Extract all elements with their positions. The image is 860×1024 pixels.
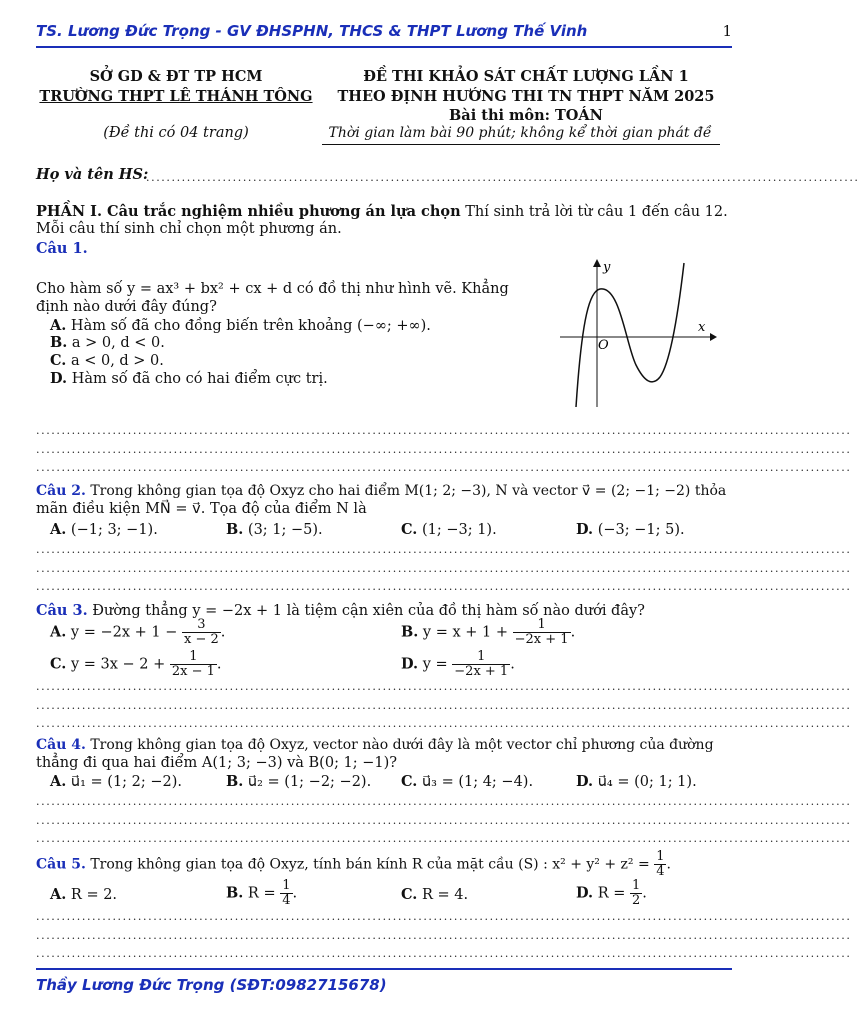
answer-line[interactable]: ................................................................................................................................................................ [36,424,852,437]
header-rule [36,46,732,48]
q1-option-a[interactable]: A. Hàm số đã cho đồng biến trên khoảng (−∞; +∞). [50,317,431,334]
exam-time: Thời gian làm bài 90 phút; không kể thời gian phát đề [328,125,712,141]
answer-line[interactable]: ................................................................................................................................................................ [36,562,852,575]
x-axis-arrow [710,333,717,341]
q3-text-line [36,602,645,619]
q2-option-a[interactable]: A. (−1; 3; −1). [50,521,158,538]
q1-cubic-graph [560,255,720,410]
school-name: TRƯỜNG THPT LÊ THÁNH TÔNG [39,88,313,105]
option-letter: C. [50,352,67,369]
part1-heading-line [36,203,728,220]
q2-option-d[interactable]: D. (−3; −1; 5). [576,521,685,538]
q5-text-line: Câu 5. Trong không gian tọa độ Oxyz, tính bán kính R của mặt cầu (S) : x² + y² + z² = $\frac{1}{4}$ . [36,849,671,879]
q2-option-b[interactable]: B. (3; 1; −5). [226,521,323,538]
header-title: TS. Lương Đức Trọng - GV ĐHSPHN, THCS & THPT Lương Thế Vinh [36,22,588,40]
q2-text-1-line [36,483,726,499]
y-axis-arrow [593,259,601,267]
origin-label: O [598,338,609,353]
answer-line[interactable]: ................................................................................................................................................................ [36,947,852,960]
answer-line[interactable]: ................................................................................................................................................................ [36,832,852,845]
q1-text-1: Cho hàm số y = ax³ + bx² + cx + d có đồ thị như hình vẽ. Khẳng [36,281,509,297]
answer-line[interactable]: ................................................................................................................................................................ [36,929,852,942]
answer-line[interactable]: ................................................................................................................................................................ [36,910,852,923]
student-name-label: Họ và tên HS: [36,166,149,183]
q2-text-1: Trong không gian tọa độ Oxyz cho hai điểm M(1; 2; −3), N và vector v⃗ = (2; −1; −2) thỏa [90,483,727,499]
q5-text: Trong không gian tọa độ Oxyz, tính bán kính R của mặt cầu (S) : x² + y² + z² = [90,856,650,873]
q3-option-d[interactable]: D. y = $\frac{1}{-2x + 1}$ . [401,649,515,679]
q3-option-c[interactable]: C. y = 3x − 2 + $\frac{1}{2x - 1}$ . [50,649,222,679]
q1-option-b[interactable]: B. a > 0, d < 0. [50,334,165,351]
q4-option-a[interactable]: A. u⃗₁ = (1; 2; −2). [50,773,183,790]
q4-text-2: thẳng đi qua hai điểm A(1; 3; −3) và B(0; 1; −1)? [36,755,398,771]
cubic-curve [576,263,684,407]
exam-time-underline [322,144,720,145]
q3-text: Đường thẳng y = −2x + 1 là tiệm cận xiên của đồ thị hàm số nào dưới đây? [92,603,645,619]
q2-label: Câu 2. [36,483,86,499]
q4-text-1: Trong không gian tọa độ Oxyz, vector nào dưới đây là một vector chỉ phương của đường [90,737,714,753]
x-axis-label: x [698,320,706,335]
part1-heading: PHẦN I. Câu trắc nghiệm nhiều phương án lựa chọn [36,203,461,220]
footer-rule [36,968,732,970]
q5-option-a[interactable]: A. R = 2. [50,886,118,903]
exam-subject: Bài thi môn: TOÁN [449,107,603,124]
page-number: 1 [722,22,732,40]
option-letter: A. [50,317,67,334]
answer-line[interactable]: ................................................................................................................................................................ [36,717,852,730]
q4-option-d[interactable]: D. u⃗₄ = (0; 1; 1). [576,773,697,790]
exam-subtitle: THEO ĐỊNH HƯỚNG THI TN THPT NĂM 2025 [337,88,715,105]
q4-label: Câu 4. [36,737,86,753]
q3-option-b[interactable]: B. y = x + 1 + $\frac{1}{-2x + 1}$ . [401,617,576,647]
answer-line[interactable]: ................................................................................................................................................................ [36,795,852,808]
school-dept: SỞ GD & ĐT TP HCM [89,68,263,85]
q3-label: Câu 3. [36,602,88,619]
page-header [36,22,732,44]
answer-line[interactable]: ................................................................................................................................................................ [36,461,852,474]
q1-option-d[interactable]: D. Hàm số đã cho có hai điểm cực trị. [50,370,328,387]
q2-option-c[interactable]: C. (1; −3; 1). [401,521,497,538]
q2-text-2: mãn điều kiện MN⃗ = v⃗. Tọa độ của điểm N là [36,501,367,517]
q4-text-1-line [36,737,714,753]
q3-option-a[interactable]: A. y = −2x + 1 − $\frac{3}{x - 2}$ . [50,617,226,647]
option-letter: D. [50,370,68,387]
pages-note: (Đề thi có 04 trang) [103,125,249,141]
option-letter: B. [50,334,68,351]
footer-text: Thầy Lương Đức Trọng (SĐT:0982715678) [36,976,387,994]
answer-line[interactable]: ................................................................................................................................................................ [36,699,852,712]
answer-line[interactable]: ................................................................................................................................................................ [36,580,852,593]
q5-option-d[interactable]: D. R = $\frac{1}{2}$ . [576,878,647,908]
student-name-field[interactable]: ............................................................................................................................................ [146,171,860,184]
q5-option-b[interactable]: B. R = $\frac{1}{4}$ . [226,878,298,908]
q5-label: Câu 5. [36,856,86,873]
part1-instruction-1: Thí sinh trả lời từ câu 1 đến câu 12. [460,204,728,220]
q4-option-b[interactable]: B. u⃗₂ = (1; −2; −2). [226,773,372,790]
y-axis-label: y [603,260,611,275]
answer-line[interactable]: ................................................................................................................................................................ [36,814,852,827]
q5-option-c[interactable]: C. R = 4. [401,886,469,903]
answer-line[interactable]: ................................................................................................................................................................ [36,443,852,456]
answer-line[interactable]: ................................................................................................................................................................ [36,680,852,693]
q1-option-c[interactable]: C. a < 0, d > 0. [50,352,164,369]
part1-instruction-2: Mỗi câu thí sinh chỉ chọn một phương án. [36,221,342,237]
q1-label: Câu 1. [36,240,88,257]
q1-text-2: định nào dưới đây đúng? [36,299,217,315]
answer-line[interactable]: ................................................................................................................................................................ [36,543,852,556]
exam-title: ĐỀ THI KHẢO SÁT CHẤT LƯỢNG LẦN 1 [363,68,689,85]
q4-option-c[interactable]: C. u⃗₃ = (1; 4; −4). [401,773,534,790]
